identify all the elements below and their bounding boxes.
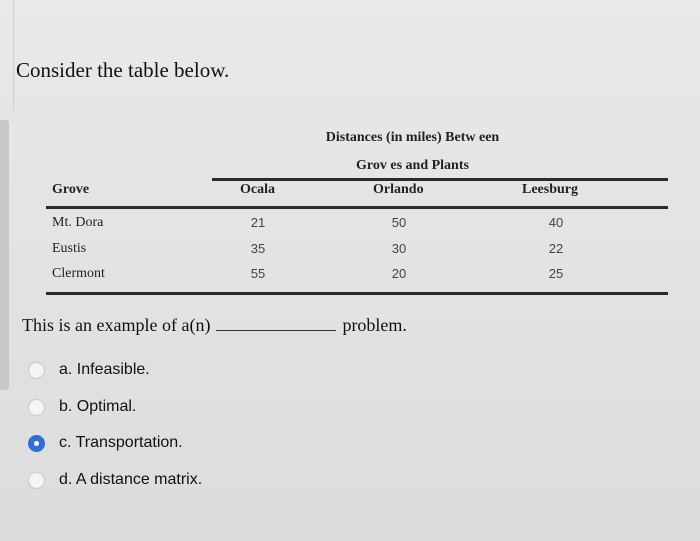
option-d[interactable] — [28, 468, 202, 492]
header-grove: Grove — [52, 182, 90, 197]
question-after-blank: problem. — [342, 315, 407, 335]
cell-orlando: 20 — [391, 266, 407, 281]
row-label: Eustis — [52, 241, 87, 256]
left-margin-bar — [0, 120, 9, 390]
caption-line-2: Grov es and Plants — [356, 158, 469, 173]
cell-ocala: 35 — [250, 241, 266, 256]
header-bottom-rule — [46, 206, 668, 209]
cell-leesburg: 25 — [548, 266, 564, 281]
cell-orlando: 50 — [391, 215, 407, 230]
cell-leesburg: 22 — [548, 241, 564, 256]
question-before-blank: This is an example of a(n) — [22, 315, 211, 335]
radio-option-d[interactable] — [28, 472, 45, 489]
option-d-label: d. A distance matrix. — [59, 471, 203, 488]
cell-ocala: 21 — [250, 215, 266, 230]
radio-option-a[interactable] — [28, 362, 45, 379]
left-guide-line — [13, 0, 14, 110]
question-text — [22, 315, 407, 336]
table-caption — [300, 124, 525, 180]
option-a-label: a. Infeasible. — [59, 361, 150, 378]
option-b-label: b. Optimal. — [59, 398, 137, 415]
row-label: Clermont — [52, 266, 105, 281]
header-orlando: Orlando — [373, 182, 424, 197]
cell-orlando: 30 — [391, 241, 407, 256]
header-leesburg: Leesburg — [522, 182, 578, 197]
option-c[interactable] — [28, 431, 183, 455]
option-a[interactable] — [28, 358, 150, 382]
caption-line-1: Distances (in miles) Betw een — [325, 130, 500, 145]
radio-option-c-selected[interactable] — [28, 435, 45, 452]
row-label: Mt. Dora — [52, 215, 104, 230]
header-top-rule — [212, 178, 668, 181]
option-b[interactable] — [28, 395, 136, 419]
question-prompt: Consider the table below. — [16, 58, 230, 82]
radio-option-b[interactable] — [28, 399, 45, 416]
option-c-label: c. Transportation. — [59, 434, 183, 451]
cell-leesburg: 40 — [548, 215, 564, 230]
header-ocala: Ocala — [240, 182, 275, 197]
answer-blank — [216, 316, 336, 331]
table-bottom-rule — [46, 292, 668, 295]
cell-ocala: 55 — [250, 266, 266, 281]
